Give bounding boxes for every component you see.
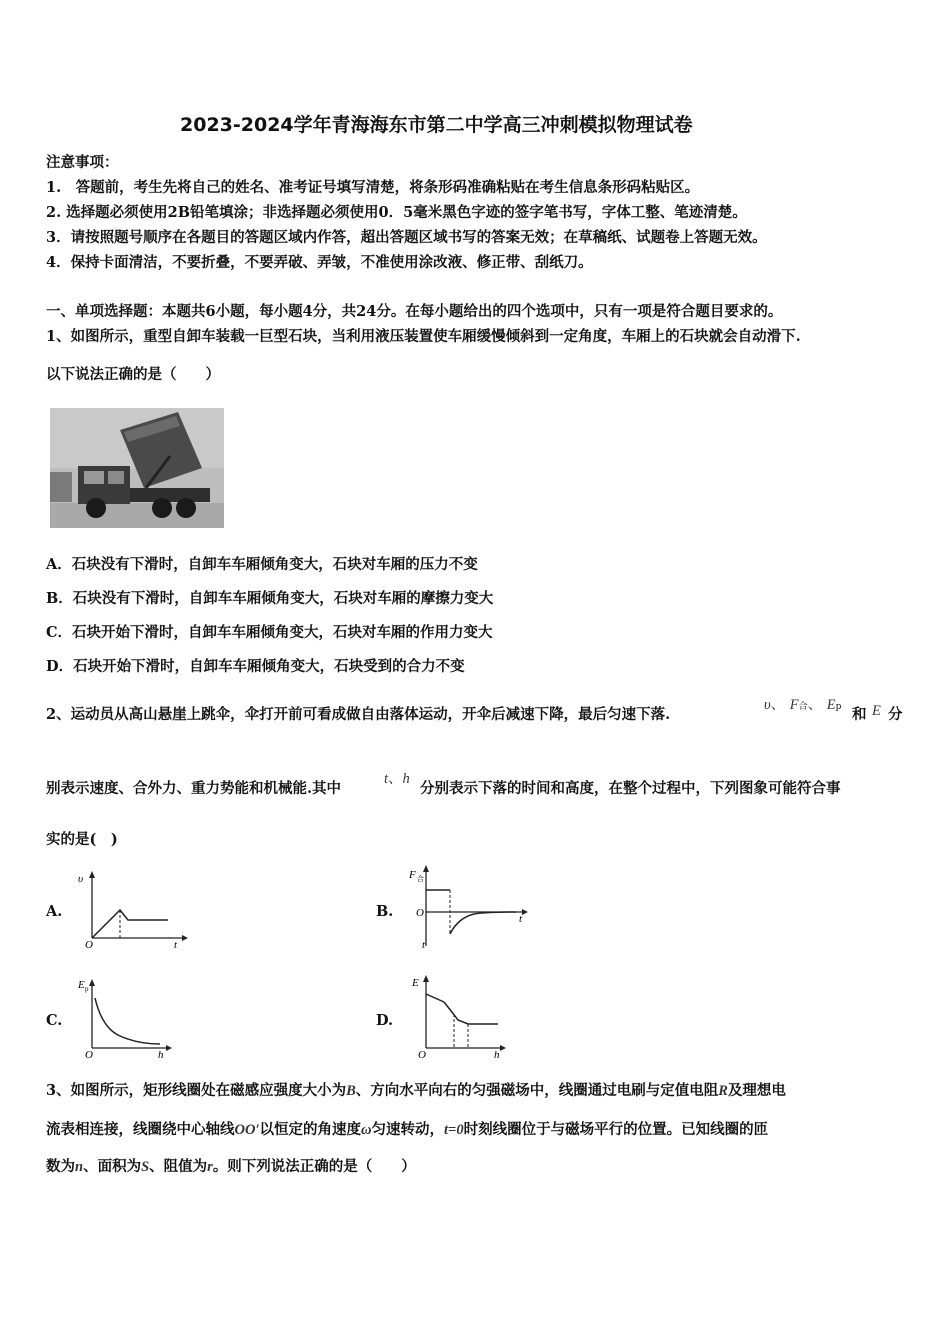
graph-b-origin: O: [416, 907, 424, 919]
q3-text: 数为: [46, 1158, 75, 1175]
q1-stem-line2: 以下说法正确的是（ ）: [46, 366, 220, 383]
q1-option-b: B．石块没有下滑时，自卸车车厢倾角变大，石块对车厢的摩擦力变大: [46, 590, 494, 607]
graph-b-label: B.: [376, 903, 394, 920]
var-v: υ: [764, 697, 771, 713]
q1-stem-line1: 1、如图所示，重型自卸车装载一巨型石块，当利用液压装置使车厢缓慢倾斜到一定角度，车厢上的石块就会自动滑下.: [46, 328, 801, 345]
q3-text: 、面积为: [83, 1158, 142, 1175]
graph-a-origin: O: [85, 939, 93, 950]
q3-text: 匀速转动，: [371, 1121, 445, 1138]
graph-a-ylabel: υ: [78, 873, 84, 885]
q2-and: 和: [852, 706, 867, 723]
var-e: E: [872, 703, 881, 719]
graph-a-xlabel: t: [174, 939, 178, 950]
graph-c-origin: O: [85, 1049, 93, 1060]
var-ep-sub: p: [835, 702, 842, 712]
notice-item-1: 1. 答题前，考生先将自己的姓名、准考证号填写清楚，将条形码准确粘贴在考生信息条形码粘贴区。: [46, 179, 700, 196]
graph-c: [76, 976, 176, 1060]
symbol-r: r: [207, 1159, 213, 1175]
notice-item-2: 2. 选择题必须使用2B铅笔填涂；非选择题必须使用0．5毫米黑色字迹的签字笔书写，字体工整、笔迹清楚。: [46, 204, 747, 221]
graph-b-xlabel: t: [519, 913, 523, 925]
q3-text: 流表相连接，线圈绕中心轴线: [46, 1121, 235, 1138]
notice-heading: 注意事项：: [46, 154, 119, 171]
q3-stem-line3: [46, 1158, 416, 1176]
var-ep: E: [826, 697, 836, 713]
var-f-sub: 合: [798, 702, 808, 712]
graph-b: [406, 862, 530, 950]
q2-stem-line2a: 别表示速度、合外力、重力势能和机械能.其中: [46, 780, 342, 797]
section-heading: 一、单项选择题：本题共6小题，每小题4分，共24分。在每小题给出的四个选项中，只有一项是符合题目要求的。: [46, 303, 783, 320]
q3-text: 、阻值为: [149, 1158, 208, 1175]
var-f: F: [789, 697, 799, 713]
sep: 、: [388, 771, 403, 787]
symbol-s: S: [141, 1159, 150, 1175]
graph-d: [408, 972, 508, 1060]
q2-fen: 分: [888, 706, 903, 723]
graph-a-label: A.: [46, 903, 63, 920]
graph-a: [76, 868, 188, 950]
symbol-n: n: [75, 1159, 84, 1175]
graph-c-label: C.: [46, 1012, 63, 1029]
q3-stem-line2: [46, 1121, 768, 1139]
graph-b-ylabel: F: [409, 869, 416, 881]
notice-item-4: 4．保持卡面清洁，不要折叠，不要弄破、弄皱，不准使用涂改液、修正带、刮纸刀。: [46, 254, 593, 271]
graph-d-ylabel: E: [412, 977, 419, 989]
graph-c-ylabel: E: [78, 979, 85, 991]
graph-b-extra: t: [422, 939, 426, 950]
q3-text: 3、如图所示，矩形线圈处在磁感应强度大小为: [46, 1082, 347, 1099]
symbol-omega: ω: [361, 1122, 372, 1138]
symbol-t0: t=0: [444, 1122, 464, 1138]
q2-stem-line1: 2、运动员从高山悬崖上跳伞，伞打开前可看成做自由落体运动，开伞后减速下降，最后匀速下落.: [46, 706, 671, 723]
q1-option-d: D．石块开始下滑时，自卸车车厢倾角变大，石块受到的合力不变: [46, 658, 465, 675]
q3-text: 、方向水平向右的匀强磁场中，线圈通过电刷与定值电阻: [355, 1082, 719, 1099]
sep: 、: [807, 697, 823, 713]
graph-b-ylabel-sub: 合: [417, 875, 424, 883]
q3-text: 。则下列说法正确的是（ ）: [212, 1158, 416, 1175]
symbol-b: B: [346, 1083, 356, 1099]
symbol-oo: OO′: [234, 1122, 260, 1138]
q3-stem-line1: [46, 1082, 786, 1100]
symbol-r-big: R: [718, 1083, 728, 1099]
notice-item-3: 3．请按照题号顺序在各题目的答题区域内作答，超出答题区域书写的答案无效；在草稿纸、试题卷上答题无效。: [46, 229, 767, 246]
graph-d-origin: O: [418, 1049, 426, 1060]
graph-d-xlabel: h: [494, 1049, 500, 1060]
q2-variables-th: [384, 770, 410, 788]
graph-c-ylabel-sub: p: [85, 985, 89, 993]
graph-c-xlabel: h: [158, 1049, 164, 1060]
var-h: h: [402, 771, 410, 787]
q2-variables: [764, 696, 841, 716]
q2-stem-line3: 实的是( ): [46, 831, 118, 848]
sep: 、: [770, 697, 786, 713]
q2-stem-line2b: 分别表示下落的时间和高度，在整个过程中，下列图象可能符合事: [420, 780, 841, 797]
q1-option-a: A．石块没有下滑时，自卸车车厢倾角变大，石块对车厢的压力不变: [46, 556, 478, 573]
q1-option-c: C．石块开始下滑时，自卸车车厢倾角变大，石块对车厢的作用力变大: [46, 624, 493, 641]
dump-truck-photo: [50, 408, 224, 528]
q3-text: 及理想电: [727, 1082, 786, 1099]
var-t: t: [384, 771, 389, 787]
page-title: 2023-2024学年青海海东市第二中学高三冲刺模拟物理试卷: [180, 114, 693, 136]
q3-text: 以恒定的角速度: [259, 1121, 362, 1138]
q3-text: 时刻线圈位于与磁场平行的位置。已知线圈的匝: [463, 1121, 769, 1138]
graph-d-label: D.: [376, 1012, 394, 1029]
